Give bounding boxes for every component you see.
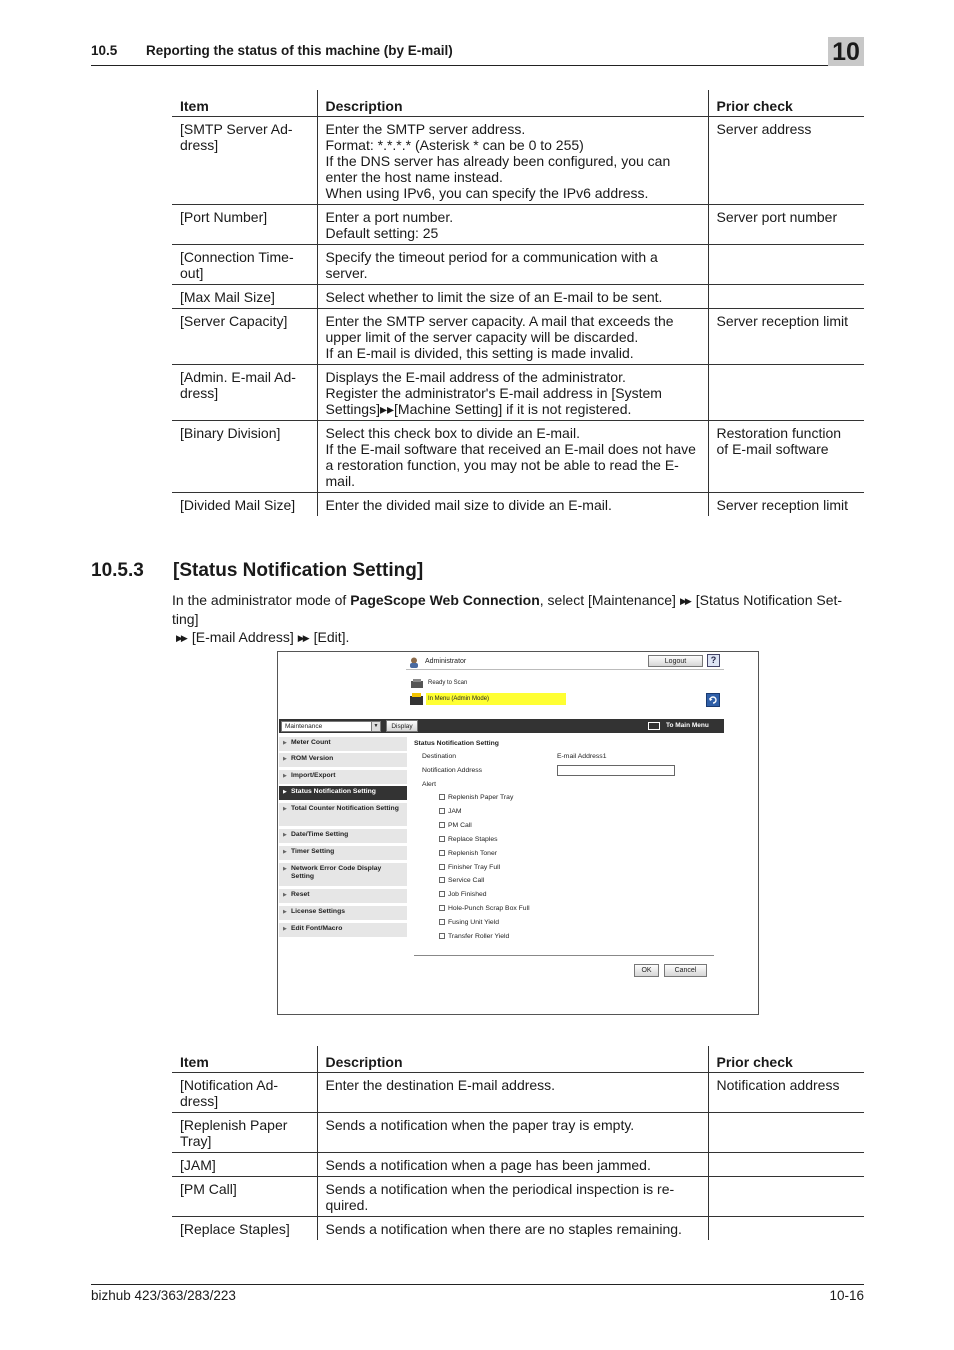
item-cell: [Port Number]	[172, 204, 317, 244]
intro-text: In the administrator mode of	[172, 592, 351, 608]
description-cell: Specify the timeout period for a communication with a server.	[317, 244, 708, 284]
table-row	[172, 364, 864, 420]
alert-checkbox-label: Replenish Toner	[448, 849, 497, 857]
column-header: Prior check	[708, 1046, 864, 1072]
checkbox-icon[interactable]	[439, 905, 445, 911]
prior-check-cell	[708, 1176, 864, 1216]
admin-label: Administrator	[425, 658, 467, 665]
alert-checkbox[interactable]	[439, 863, 500, 872]
item-cell: [Replenish Paper Tray]	[172, 1112, 317, 1152]
alert-checkbox[interactable]	[439, 807, 462, 816]
alert-checkbox-label: Transfer Roller Yield	[448, 933, 510, 940]
description-cell: Enter a port number. Default setting: 25	[317, 204, 708, 244]
section-title: [Status Notification Setting]	[173, 560, 424, 581]
prior-check-cell	[708, 364, 864, 420]
notification-address-input[interactable]	[557, 765, 675, 776]
description-cell: Select whether to limit the size of an E-mail to be sent.	[317, 284, 708, 308]
alert-checkbox[interactable]	[439, 904, 530, 913]
table-row	[172, 1216, 864, 1240]
panel-title: Status Notification Setting	[414, 740, 499, 747]
arrow-icon: ▶▶	[176, 633, 186, 643]
page-header	[91, 38, 864, 66]
table-row	[172, 204, 864, 244]
side-menu-item[interactable]: ▶ Import/Export	[279, 770, 407, 785]
column-header: Description	[317, 90, 708, 116]
table-row	[172, 1112, 864, 1152]
prior-check-cell	[708, 244, 864, 284]
alert-checkbox-label: Service Call	[448, 877, 485, 885]
table-row	[172, 284, 864, 308]
prior-check-cell: Restoration function of E-mail software	[708, 420, 864, 492]
table-row	[172, 1072, 864, 1112]
alert-label: Alert	[422, 781, 436, 788]
logout-button[interactable]: Logout	[648, 655, 703, 667]
intro-text: [Edit].	[313, 629, 350, 645]
description-cell: Select this check box to divide an E-mail. If the E-mail software that received an E-mail does not have a restoration function, you may not be able to read the E-mail.	[317, 420, 708, 492]
item-cell: [PM Call]	[172, 1176, 317, 1216]
section-number: 10.5.3	[91, 560, 144, 581]
settings-table-1	[172, 90, 864, 516]
alert-checkbox-label: PM Call	[448, 821, 472, 829]
notification-address-label: Notification Address	[422, 767, 483, 774]
description-cell: Sends a notification when a page has been jammed.	[317, 1152, 708, 1176]
table-row	[172, 308, 864, 364]
checkbox-icon[interactable]	[439, 850, 445, 856]
arrow-icon: ▶▶	[679, 596, 690, 606]
printer-icon	[409, 692, 424, 708]
side-menu-item[interactable]: ▶ ROM Version	[279, 753, 407, 768]
description-cell: Enter the SMTP server address. Format: *.*.*.* (Asterisk * can be 0 to 255) If the DNS server has already been configured, you can enter the host name instead. When using IPv6, you can specify the IPv6 address.	[317, 116, 708, 204]
item-cell: [Replace Staples]	[180, 1220, 290, 1237]
side-menu-item[interactable]: ▶ Edit Font/Macro	[279, 923, 407, 938]
column-header: Description	[317, 1046, 708, 1072]
item-cell: [Admin. E-mail Ad- dress]	[172, 364, 317, 420]
intro-text: , select [Maintenance]	[539, 592, 676, 608]
column-header: Item	[172, 1046, 317, 1072]
intro-text: [Status Notification Set-ting]	[172, 592, 843, 627]
description-cell: Displays the E-mail address of the administrator. Register the administrator's E-mail address in [System Settings]▸▸[Machine Setting] if it is not registered.	[317, 364, 708, 420]
alert-checkbox[interactable]	[439, 821, 472, 830]
chapter-badge: 10	[828, 37, 864, 66]
side-menu-item[interactable]: ▶ License Settings	[279, 906, 407, 921]
page-footer	[91, 1284, 864, 1303]
web-connection-screenshot	[277, 651, 759, 1015]
description-cell: Enter the destination E-mail address.	[317, 1072, 708, 1112]
footer-model: bizhub 423/363/283/223	[91, 1288, 236, 1303]
description-cell: Sends a notification when there are no staples remaining.	[317, 1216, 708, 1240]
description-cell: Enter the SMTP server capacity. A mail that exceeds the upper limit of the server capacity will be discarded. If an E-mail is divided, this setting is made invalid.	[317, 308, 708, 364]
item-cell: [Connection Time- out]	[172, 244, 317, 284]
table-row	[172, 1152, 864, 1176]
checkbox-icon[interactable]	[439, 822, 445, 828]
side-menu-item[interactable]: ▶ Meter Count	[279, 737, 407, 752]
arrow-icon: ▶▶	[297, 633, 308, 643]
column-header: Prior check	[708, 90, 864, 116]
header-section-title: Reporting the status of this machine (by E-mail)	[146, 43, 453, 58]
alert-checkbox-label: Fusing Unit Yield	[448, 919, 500, 927]
header-section-number: 10.5	[91, 43, 118, 58]
alert-checkbox-label: Finisher Tray Full	[448, 863, 501, 871]
table-row	[172, 420, 864, 492]
checkbox-icon[interactable]	[439, 794, 445, 800]
status-admin-mode: In Menu (Admin Mode)	[426, 693, 566, 705]
item-cell: [Divided Mail Size]	[180, 496, 296, 513]
side-menu-item[interactable]: ▶ Network Error Code Display Setting	[279, 863, 407, 887]
alert-checkbox[interactable]	[439, 793, 513, 802]
table-row	[172, 492, 864, 516]
item-cell: [JAM]	[172, 1152, 317, 1176]
checkbox-icon[interactable]	[439, 877, 445, 883]
prior-check-cell	[708, 1216, 864, 1240]
destination-label: Destination	[422, 753, 457, 760]
item-cell: [Notification Ad- dress]	[172, 1072, 317, 1112]
description-cell: Enter the divided mail size to divide an E-mail.	[317, 492, 708, 516]
side-menu-item[interactable]: ▶ Status Notification Setting	[279, 786, 407, 801]
side-menu-item[interactable]: ▶ Timer Setting	[279, 846, 407, 861]
checkbox-icon[interactable]	[439, 864, 445, 870]
chevron-down-icon: ▼	[371, 722, 380, 731]
prior-check-cell	[708, 1152, 864, 1176]
settings-table-2	[172, 1046, 864, 1240]
alert-checkbox-label: Replenish Paper Tray	[448, 794, 514, 801]
checkbox-icon[interactable]	[439, 919, 445, 925]
main-menu-link[interactable]: To Main Menu	[666, 722, 709, 729]
description-cell: Sends a notification when the paper tray is empty.	[317, 1112, 708, 1152]
ok-button[interactable]: OK	[634, 964, 659, 977]
intro-text: [E-mail Address]	[191, 629, 294, 645]
prior-check-cell	[708, 1112, 864, 1152]
alert-checkbox-label: JAM	[448, 807, 462, 815]
intro-product-name: PageScope Web Connection	[350, 592, 540, 608]
cancel-button[interactable]: Cancel	[664, 964, 707, 977]
item-cell: [SMTP Server Ad- dress]	[172, 116, 317, 204]
alert-checkbox[interactable]	[439, 835, 498, 844]
prior-check-cell: Server port number	[708, 204, 864, 244]
item-cell: [Binary Division]	[172, 420, 317, 492]
alert-checkbox-label: Job Finished	[448, 891, 487, 899]
alert-checkbox[interactable]	[439, 890, 487, 899]
prior-check-cell: Server address	[708, 116, 864, 204]
category-select-value: Maintenance	[285, 723, 323, 730]
category-select[interactable]	[281, 721, 381, 732]
checkbox-icon[interactable]	[439, 933, 445, 939]
description-cell: Sends a notification when the periodical inspection is re- quired.	[317, 1176, 708, 1216]
table-row	[172, 244, 864, 284]
section-heading	[91, 560, 423, 582]
footer-page-number: 10-16	[829, 1288, 864, 1303]
refresh-icon[interactable]	[706, 693, 720, 709]
prior-check-cell: Notification address	[708, 1072, 864, 1112]
side-menu-item[interactable]: ▶ Reset	[279, 889, 407, 904]
prior-check-cell	[708, 284, 864, 308]
help-button[interactable]: ?	[707, 654, 720, 667]
checkbox-icon[interactable]	[439, 836, 445, 842]
side-menu-item[interactable]: ▶ Date/Time Setting	[279, 829, 407, 844]
divider	[414, 955, 714, 956]
alert-checkbox[interactable]	[439, 876, 484, 885]
alert-checkbox[interactable]	[439, 932, 509, 941]
menu-icon	[648, 722, 660, 730]
prior-check-cell: Server reception limit	[708, 308, 864, 364]
item-cell: [Max Mail Size]	[172, 284, 317, 308]
table-row	[172, 116, 864, 204]
alert-checkbox-label: Hole-Punch Scrap Box Full	[448, 905, 530, 913]
side-menu-item[interactable]: ▶ Total Counter Notification Setting	[279, 803, 407, 827]
status-ready: Ready to Scan	[428, 680, 468, 686]
column-header: Item	[172, 90, 317, 116]
destination-value: E-mail Address1	[557, 753, 607, 760]
scanner-icon	[410, 678, 424, 692]
display-button[interactable]: Display	[386, 720, 418, 732]
intro-paragraph	[172, 591, 867, 647]
alert-checkbox-label: Replace Staples	[448, 835, 498, 843]
checkbox-icon[interactable]	[439, 808, 445, 814]
alert-checkbox[interactable]	[439, 918, 499, 927]
item-cell: [Server Capacity]	[172, 308, 317, 364]
divider	[406, 669, 724, 670]
table-row	[172, 1176, 864, 1216]
alert-checkbox[interactable]	[439, 849, 497, 858]
checkbox-icon[interactable]	[439, 891, 445, 897]
prior-check-cell: Server reception limit	[708, 492, 864, 516]
